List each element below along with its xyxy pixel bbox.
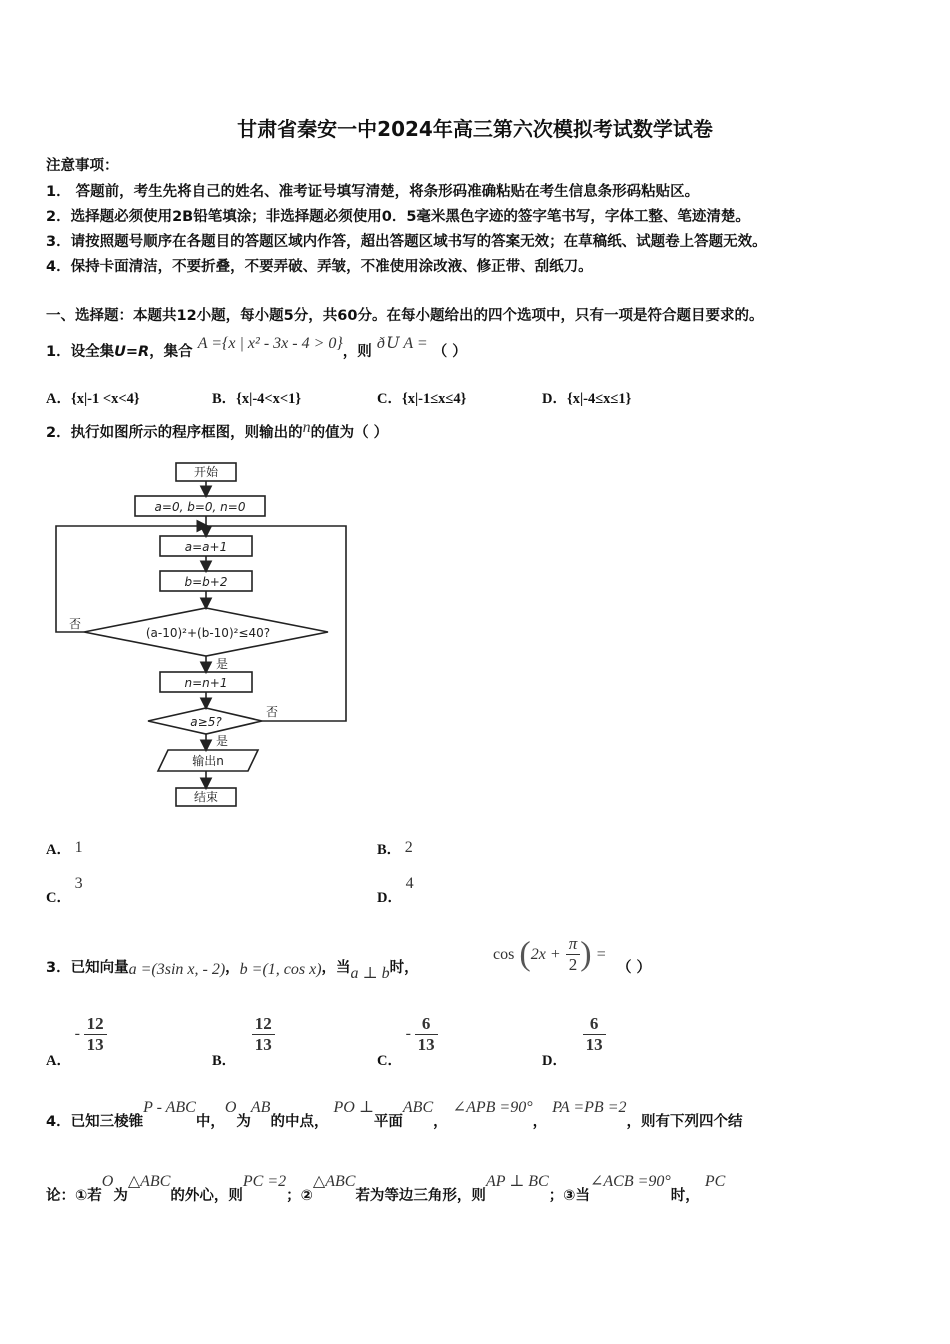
q1-prefix: 1．设全集 — [46, 344, 115, 360]
flow-step3-label: n=n+1 — [184, 676, 228, 690]
q3-vector-b: b =(1, cos x) — [239, 961, 322, 978]
question-3: 3．已知向量a =(3sin x, - 2)，b =(1, cos x)，当a ⊥ b时， — [46, 960, 419, 982]
q3-vector-a: a =(3sin x, - 2) — [128, 961, 226, 978]
q3-cos-expression: cos (2x + $\frac{\pi}{2}$ ) = — [493, 934, 606, 974]
question-1 — [46, 335, 467, 361]
q2-option-d: D． 4 — [377, 875, 414, 906]
flow-cond1-no: 否 — [68, 617, 82, 631]
flow-step2-label: b=b+2 — [184, 575, 228, 589]
q2-var: n — [302, 419, 311, 436]
q1-option-a: A．{x|-1 <x<4} — [46, 391, 140, 407]
flowchart — [50, 455, 355, 810]
flow-step1-label: a=a+1 — [184, 540, 228, 554]
q3-paren: （ ） — [617, 960, 652, 976]
q3-option-d: D． $\frac{6}{13}$ — [542, 1014, 606, 1055]
flow-output-label: 输出n — [192, 754, 224, 768]
notice-item: 2．选择题必须使用2B铅笔填涂；非选择题必须使用0．5毫米黑色字迹的签字笔书写，字体工整、笔迹清楚。 — [46, 209, 750, 225]
question-2: 2．执行如图所示的程序框图，则输出的n的值为（ ） — [46, 419, 389, 441]
q2-option-a: A． 1 — [46, 839, 83, 858]
flow-cond2-no: 否 — [265, 705, 279, 719]
q2-option-c: C． 3 — [46, 875, 83, 906]
notice-item: 1． 答题前，考生先将自己的姓名、准考证号填写清楚，将条形码准确粘贴在考生信息条形码粘贴区。 — [46, 184, 700, 200]
q1-option-c: C．{x|-1≤x≤4} — [377, 391, 467, 407]
q1-universe: U=R — [114, 344, 150, 360]
flow-init-label: a=0, b=0, n=0 — [154, 500, 246, 514]
q1-then: ，则 — [342, 344, 372, 360]
q3-option-c: C． - $\frac{6}{13}$ — [377, 1014, 438, 1055]
flow-cond2-label: a≥5? — [190, 715, 222, 729]
q3-option-a: A． - $\frac{12}{13}$ — [46, 1014, 107, 1055]
q1-complement: ð 𝑈 A = — [376, 335, 428, 352]
q3-perp: a ⊥ b — [350, 965, 390, 982]
question-4-line-2: 论：①若O为△ABC的外心，则PC =2；②△ABC若为等边三角形，则AP ⊥ BC；③当∠ACB =90°时， PC — [46, 1173, 726, 1204]
flow-end-label: 结束 — [193, 790, 219, 804]
notice-item: 4．保持卡面清洁，不要折叠，不要弄破、弄皱，不准使用涂改液、修正带、刮纸刀。 — [46, 259, 593, 275]
section-heading: 一、选择题：本题共12小题，每小题5分，共60分。在每小题给出的四个选项中，只有一项是符合题目要求的。 — [46, 308, 764, 324]
q1-option-b: B．{x|-4<x<1} — [212, 391, 302, 407]
q3-option-b: B． $\frac{12}{13}$ — [212, 1014, 275, 1055]
page-title: 甘肃省秦安一中2024年高三第六次模拟考试数学试卷 — [237, 117, 713, 141]
flow-cond1-yes: 是 — [215, 657, 229, 671]
flow-start-label: 开始 — [193, 465, 219, 479]
q1-paren: （ ） — [432, 344, 467, 360]
q1-mid: ，集合 — [149, 344, 193, 360]
flow-cond2-yes: 是 — [215, 734, 229, 748]
question-4-line-1: 4．已知三棱锥P - ABC中，O为AB的中点， PO ⊥平面ABC， ∠APB =90°， PA =PB =2，则有下列四个结 — [46, 1099, 743, 1130]
q1-set-expression: A ={x | x² - 3x - 4 > 0} — [197, 335, 343, 352]
flow-cond1-label: (a-10)²+(b-10)²≤40? — [145, 626, 271, 640]
notice-heading: 注意事项： — [46, 158, 119, 174]
notice-item: 3．请按照题号顺序在各题目的答题区域内作答，超出答题区域书写的答案无效；在草稿纸、试题卷上答题无效。 — [46, 234, 767, 250]
q1-option-d: D．{x|-4≤x≤1} — [542, 391, 632, 407]
q2-option-b: B． 2 — [377, 839, 413, 858]
